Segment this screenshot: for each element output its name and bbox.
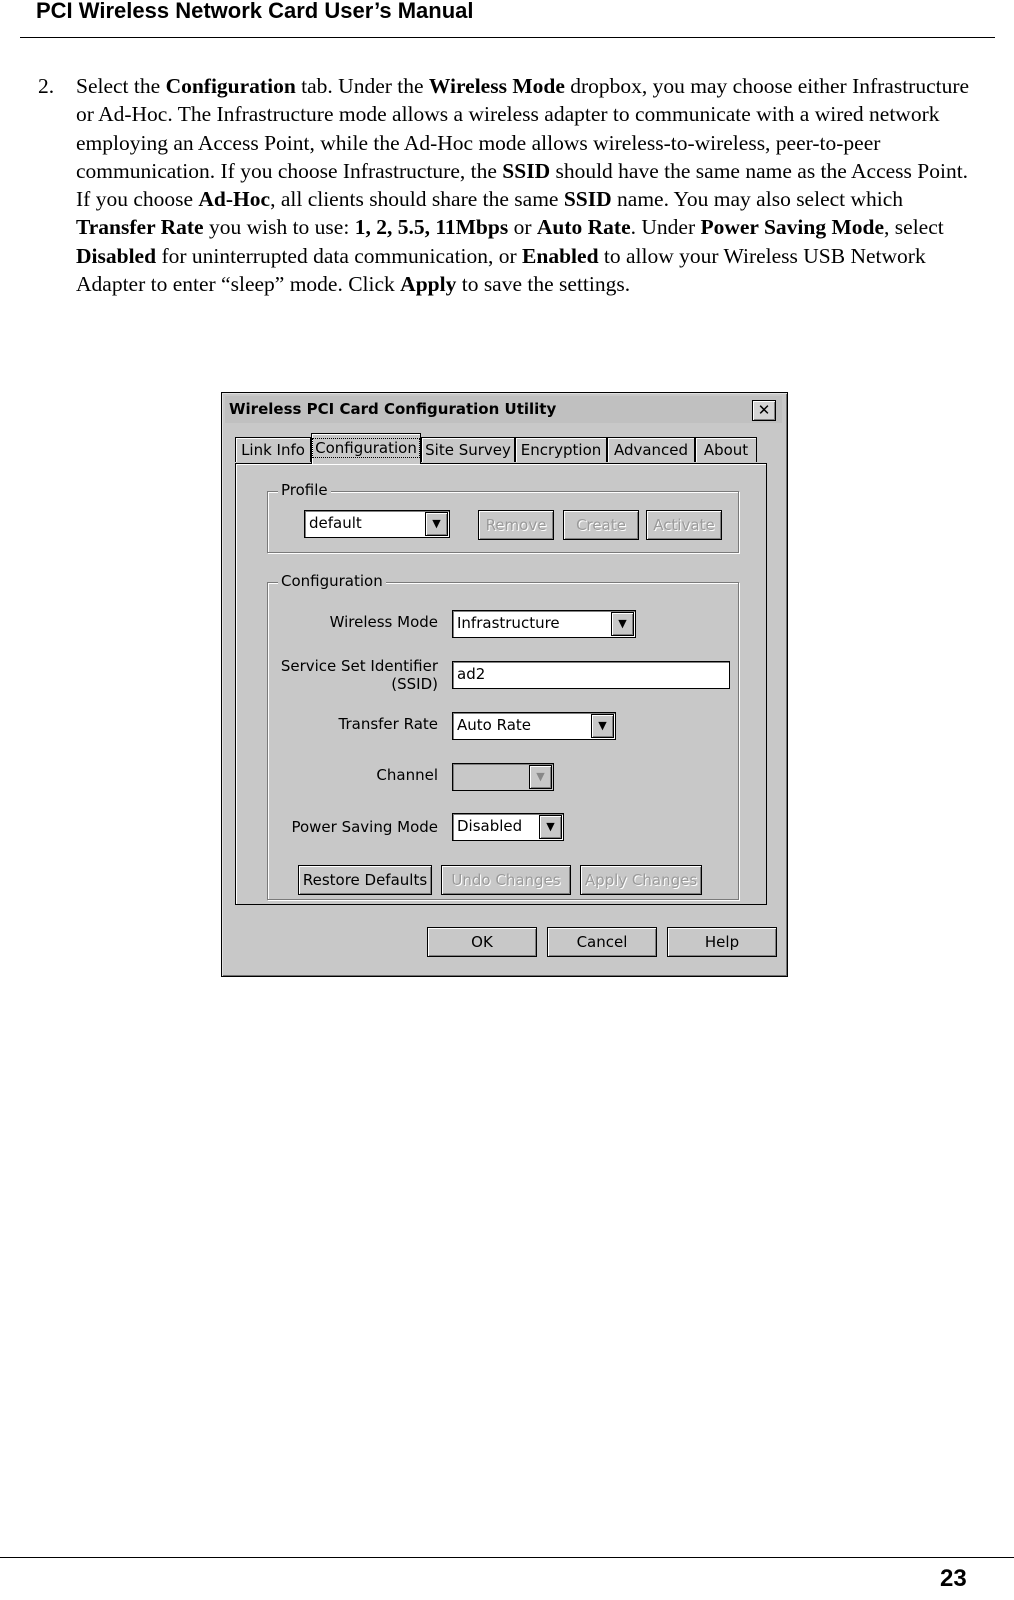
configuration-group (267, 572, 739, 900)
ssid-input[interactable] (452, 661, 730, 689)
step-bold-run: Wireless Mode (428, 74, 565, 98)
profile-select[interactable] (304, 510, 450, 538)
step-bold-run: SSID (563, 187, 612, 212)
power-saving-label: Power Saving Mode (291, 818, 438, 836)
step-text-run: should have the same name as the Access Point. If you choose (76, 158, 969, 212)
apply-changes-button[interactable]: Apply Changes (580, 865, 702, 895)
wireless-mode-label: Wireless Mode (329, 613, 438, 631)
restore-defaults-button[interactable]: Restore Defaults (298, 865, 432, 895)
step-text-run: dropbox, you may choose either Infrastructure or Ad-Hoc. The Infrastructure mode allows a wireless adapter to communicate with a wired network employing an Access Point, while the Ad-Hoc mode allows wireless-to-wireless, peer-to-peer communication. If you choose Infrastructure, the (76, 74, 970, 183)
step-text-run: for uninterrupted data communication, or (156, 243, 523, 268)
power-saving-value: Disabled (457, 817, 523, 835)
ssid-label-line-1: Service Set Identifier (280, 657, 438, 675)
step-bold-run: Configuration (165, 74, 296, 98)
configuration-panel (235, 463, 767, 905)
chevron-down-icon[interactable]: ▼ (539, 815, 562, 839)
page-number: 23 (940, 1565, 967, 1592)
step-text-run: , select (884, 215, 944, 240)
step-text-run: , all clients should share the same (270, 187, 564, 212)
dialog-title: Wireless PCI Card Configuration Utility (229, 400, 557, 418)
tab-configuration[interactable] (311, 433, 421, 464)
channel-label: Channel (376, 766, 438, 784)
configuration-group-label: Configuration (278, 572, 386, 590)
step-text-run: you wish to use: (203, 215, 355, 240)
step-text-run: . Under (630, 215, 701, 240)
profile-select-value: default (309, 514, 362, 532)
step-text-run: to allow your Wireless USB Network Adapter to enter “sleep” mode. Click (76, 243, 926, 297)
step-text-run: Select the (76, 74, 166, 98)
help-button[interactable]: Help (667, 927, 777, 957)
undo-changes-button[interactable]: Undo Changes (441, 865, 571, 895)
step-text (76, 72, 978, 298)
step-bold-run: Disabled (76, 243, 157, 268)
cancel-button[interactable]: Cancel (547, 927, 657, 957)
transfer-rate-select[interactable] (452, 712, 616, 740)
step-text-run: to save the settings. (456, 272, 631, 297)
ssid-input-value: ad2 (457, 665, 486, 683)
power-saving-select[interactable] (452, 813, 564, 841)
tab-configuration-label: Configuration (312, 438, 420, 458)
step-text-run: or (508, 215, 537, 240)
wireless-mode-select[interactable] (452, 610, 636, 638)
tab-advanced[interactable]: Advanced (607, 437, 695, 462)
tab-about[interactable]: About (695, 437, 757, 462)
page-header-title: PCI Wireless Network Card User’s Manual (36, 0, 474, 23)
transfer-rate-label: Transfer Rate (338, 715, 438, 733)
footer-rule (0, 1557, 1014, 1558)
step-bold-run: Transfer Rate (76, 215, 204, 240)
tab-link-info[interactable]: Link Info (235, 437, 311, 462)
step-bold-run: SSID (502, 158, 551, 183)
ssid-label (268, 657, 438, 693)
chevron-down-icon[interactable]: ▼ (425, 512, 448, 536)
tab-site-survey[interactable]: Site Survey (421, 437, 515, 462)
instruction-step (38, 72, 978, 298)
ssid-label-line-2: (SSID) (391, 675, 438, 693)
close-icon[interactable]: ✕ (752, 400, 776, 421)
step-bold-run: Enabled (522, 243, 599, 268)
step-text-run: tab. Under the (295, 74, 429, 98)
chevron-down-icon[interactable]: ▼ (591, 714, 614, 738)
transfer-rate-value: Auto Rate (457, 716, 531, 734)
step-text-run: name. You may also select which (611, 187, 904, 212)
remove-button[interactable]: Remove (478, 510, 554, 540)
step-number: 2. (38, 74, 55, 98)
tab-encryption[interactable]: Encryption (515, 437, 607, 462)
chevron-down-icon[interactable]: ▼ (529, 765, 552, 789)
chevron-down-icon[interactable]: ▼ (611, 612, 634, 636)
step-bold-run: Apply (400, 272, 457, 297)
header-rule (20, 37, 995, 38)
profile-group-label: Profile (278, 481, 331, 499)
dialog-titlebar[interactable] (225, 396, 782, 423)
step-bold-run: Power Saving Mode (700, 215, 885, 240)
step-bold-run: Ad-Hoc (198, 187, 271, 212)
wireless-mode-value: Infrastructure (457, 614, 560, 632)
ok-button[interactable]: OK (427, 927, 537, 957)
config-utility-dialog (221, 392, 788, 977)
create-button[interactable]: Create (563, 510, 639, 540)
step-bold-run: 1, 2, 5.5, 11Mbps (354, 215, 509, 240)
profile-group (267, 481, 739, 553)
channel-select[interactable] (452, 763, 554, 791)
step-bold-run: Auto Rate (536, 215, 631, 240)
activate-button[interactable]: Activate (646, 510, 722, 540)
